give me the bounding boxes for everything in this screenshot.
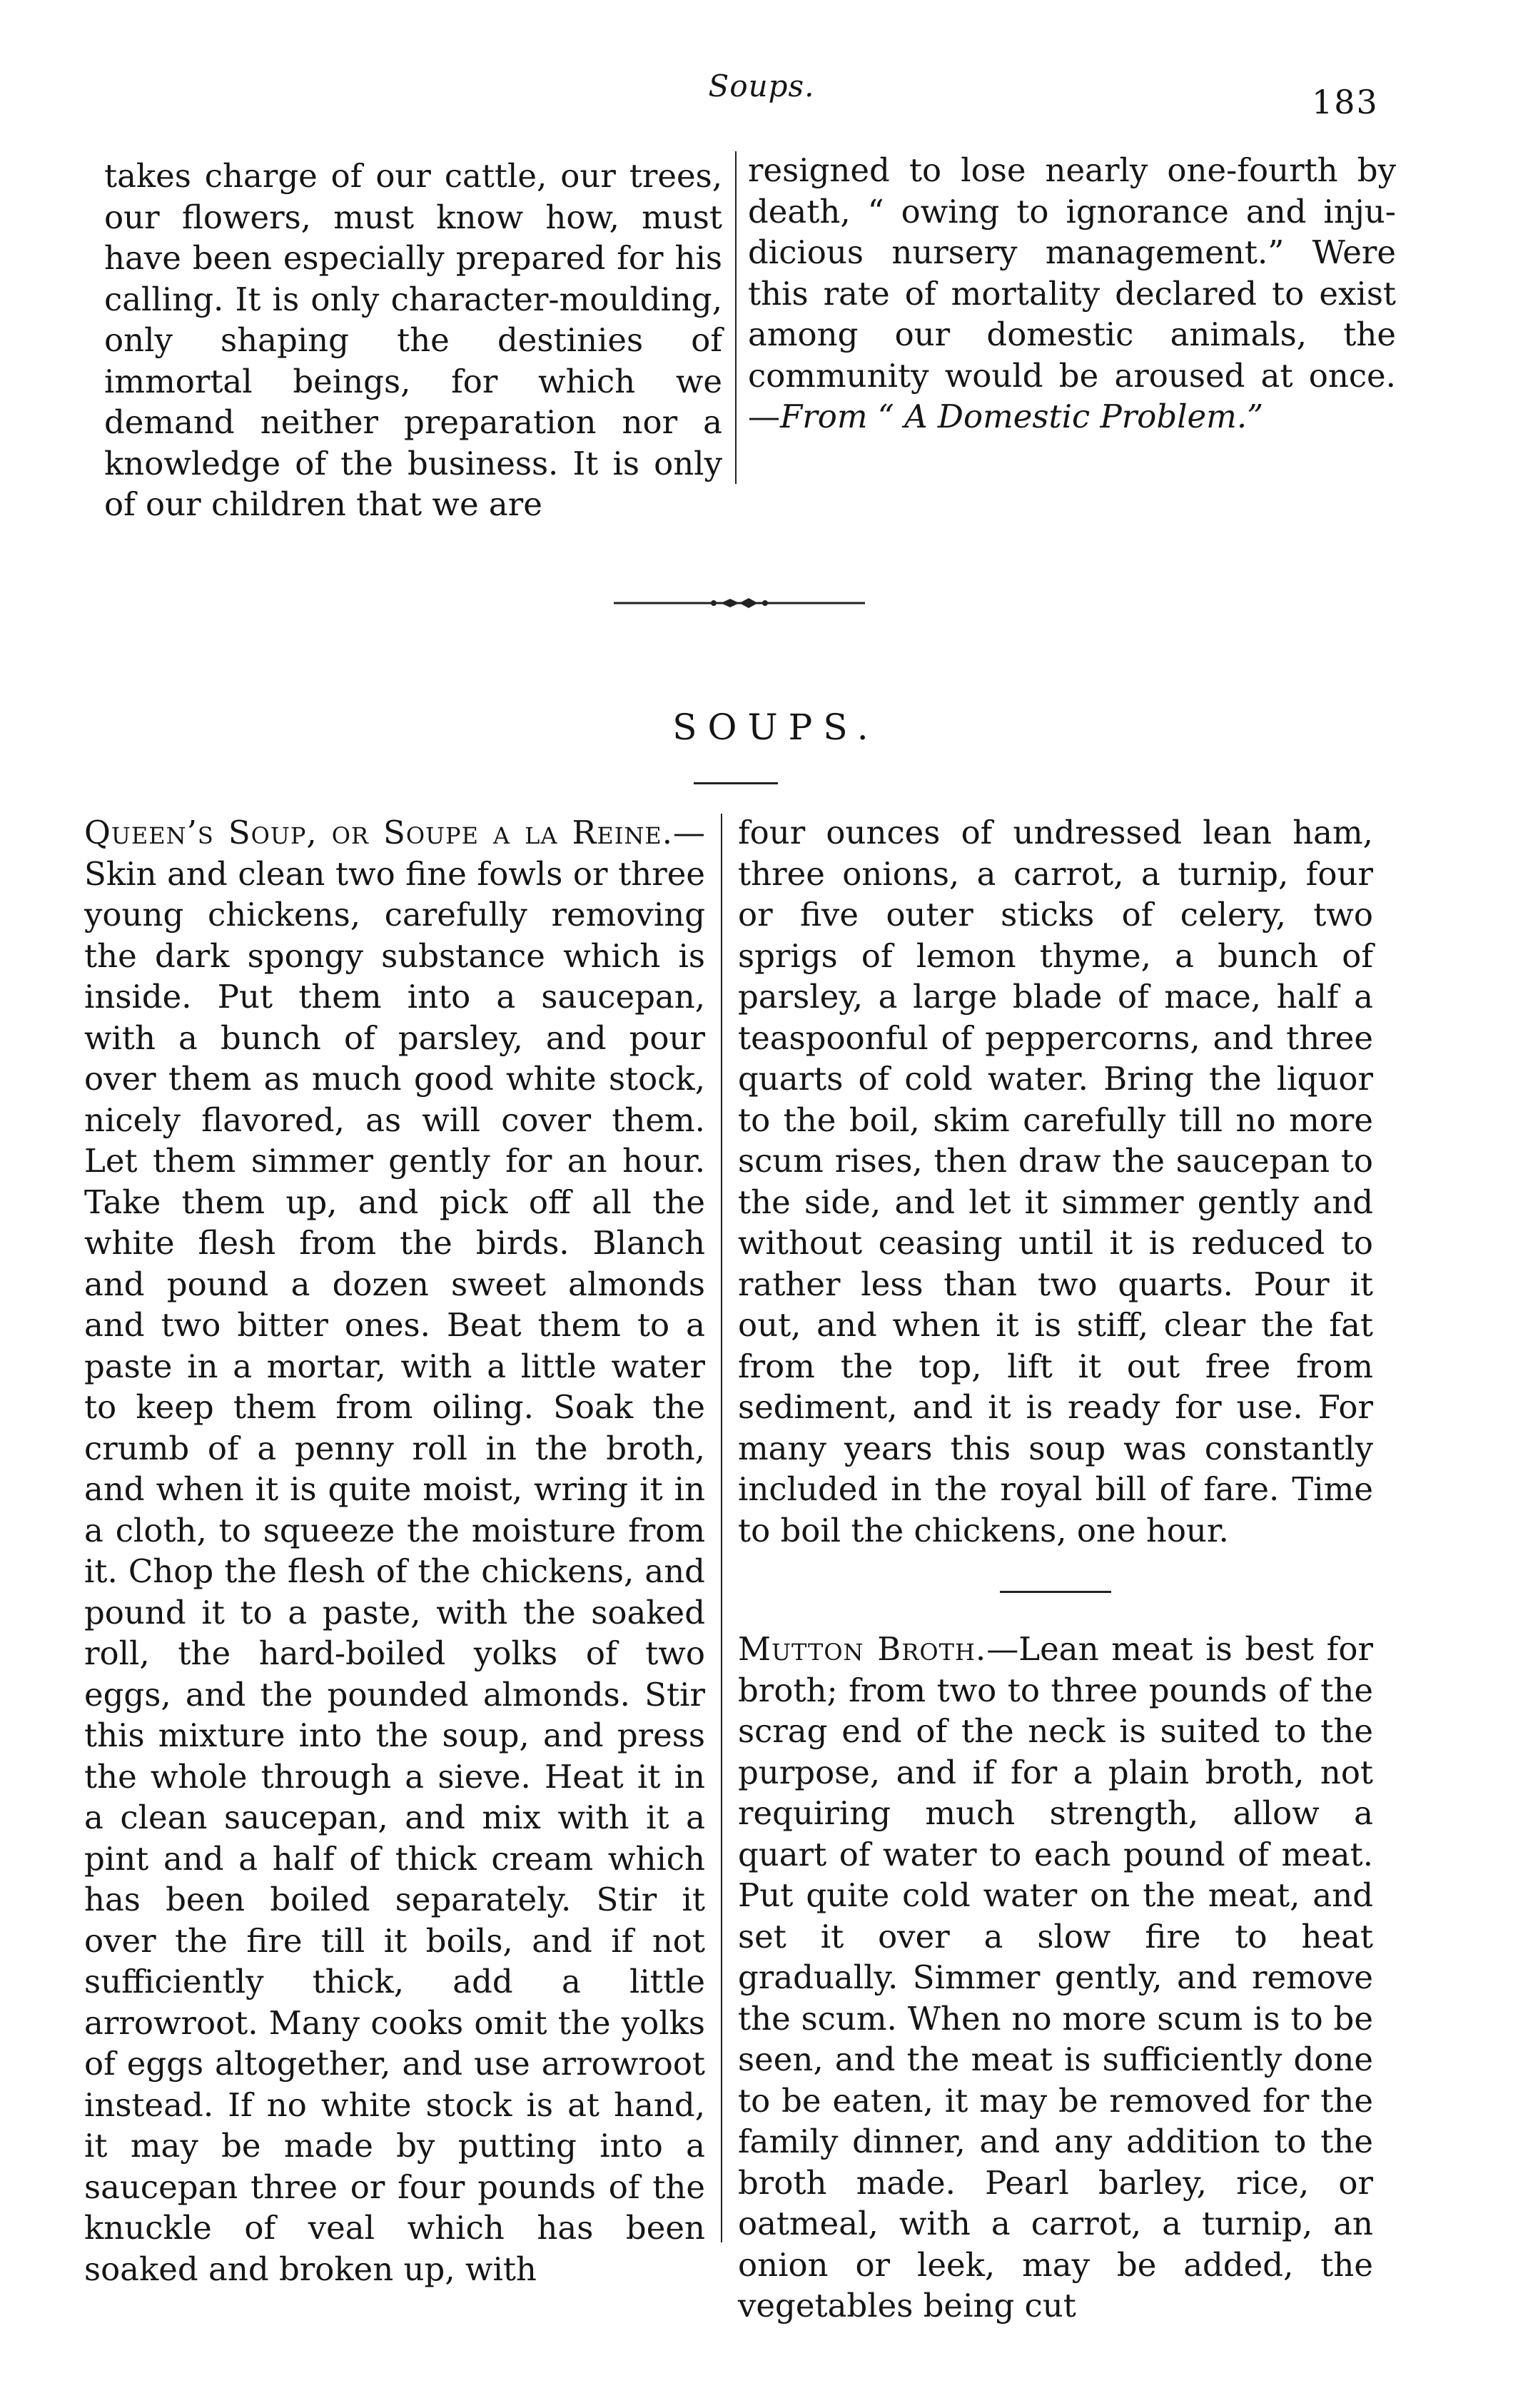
column-divider-bottom [721, 814, 722, 2242]
essay-right-paragraph [748, 150, 1396, 437]
recipe-divider [1000, 1591, 1111, 1593]
queens-soup-text: —Skin and clean two fine fowls or three young chickens, carefully removing the dark spongy substance which is inside. Put them into a saucepan, with a bunch of parsley, and pour over them as much good white stock, nicely flavored, as will cover them. Let them simmer gently for an hour. Take them up, and pick off all the white flesh from the birds. Blanch and pound a dozen sweet almonds and two bitter ones. Beat them to a paste in a mortar, with a little water to keep them from oiling. Soak the crumb of a penny roll in the broth, and when it is quite moist, wring it in a cloth, to squeeze the moisture from it. Chop the flesh of the chickens, and pound it to a paste, with the soaked roll, the hard-boiled yolks of two eggs, and the pounded almonds. Stir this mixture into the soup, and press the whole through a sieve. Heat it in a clean saucepan, and mix with it a pint and a half of thick cream which has been boiled separately. Stir it over the fire till it boils, and if not sufficiently thick, add a little arrowroot. Many cooks omit the yolks of eggs altogether, and use arrowroot instead. If no white stock is at hand, it may be made by putting into a saucepan three or four pounds of the knuckle of veal which has been soaked and broken up, with [84, 814, 705, 2288]
mutton-broth-paragraph [738, 1629, 1373, 2327]
column-divider-top [735, 151, 737, 484]
essay-right-column [748, 150, 1396, 437]
recipe-right-column [738, 812, 1373, 2327]
essay-right-text: resigned to lose nearly one-fourth by death, “ owing to ignorance and injudicious nursery management.” Were this rate of mortality declared to exist among our domestic animals, the community would be aroused at once.— [748, 151, 1396, 435]
queens-soup-heading: Queen’s Soup, or Soupe a la Reine. [84, 814, 673, 851]
queens-soup-continuation: four ounces of undressed lean ham, three onions, a carrot, a turnip, four or five outer sticks of celery, two sprigs of lemon thyme, a bunch of parsley, a large blade of mace, half a teaspoonful of peppercorns, and three quarts of cold water. Bring the liquor to the boil, skim carefully till no more scum rises, then draw the saucepan to the side, and let it simmer gently and without ceasing until it is reduced to rather less than two quarts. Pour it out, and when it is stiff, clear the fat from the top, lift it out free from sediment, and it is ready for use. For many years this soup was constantly included in the royal bill of fare. Time to boil the chickens, one hour. [738, 814, 1373, 1549]
mutton-broth-heading: Mutton Broth. [738, 1630, 987, 1668]
essay-source: From “ A Domestic Problem.” [780, 398, 1264, 435]
mutton-broth-text: —Lean meat is best for broth; from two to three pounds of the scrag end of the neck is suited to the purpose, and if for a plain broth, not requiring much strength, allow a quart of water to each pound of meat. Put quite cold water on the meat, and set it over a slow fire to heat gradually. Simmer gently, and remove the scum. When no more scum is to be seen, and the meat is sufficiently done to be eaten, it may be removed for the family dinner, and any addition to the broth made. Pearl barley, rice, or oatmeal, with a carrot, a turnip, an onion or leek, may be added, the vegetables being cut [738, 1630, 1373, 2324]
section-title: SOUPS. [672, 707, 879, 748]
title-rule [694, 782, 778, 784]
essay-left-text: takes charge of our cattle, our trees, our flowers, must know how, must have been especially prepared for his calling. It is only character-moulding, only shaping the destinies of immortal beings, for which we demand neither preparation nor a knowledge of the business. It is only of our children that we are [104, 157, 722, 523]
running-head: Soups. [708, 69, 815, 103]
queens-soup-paragraph [84, 812, 705, 2290]
essay-left-column [104, 156, 722, 525]
ornament-divider [614, 592, 865, 614]
recipe-left-column [84, 812, 705, 2290]
page-number: 183 [1312, 83, 1379, 121]
